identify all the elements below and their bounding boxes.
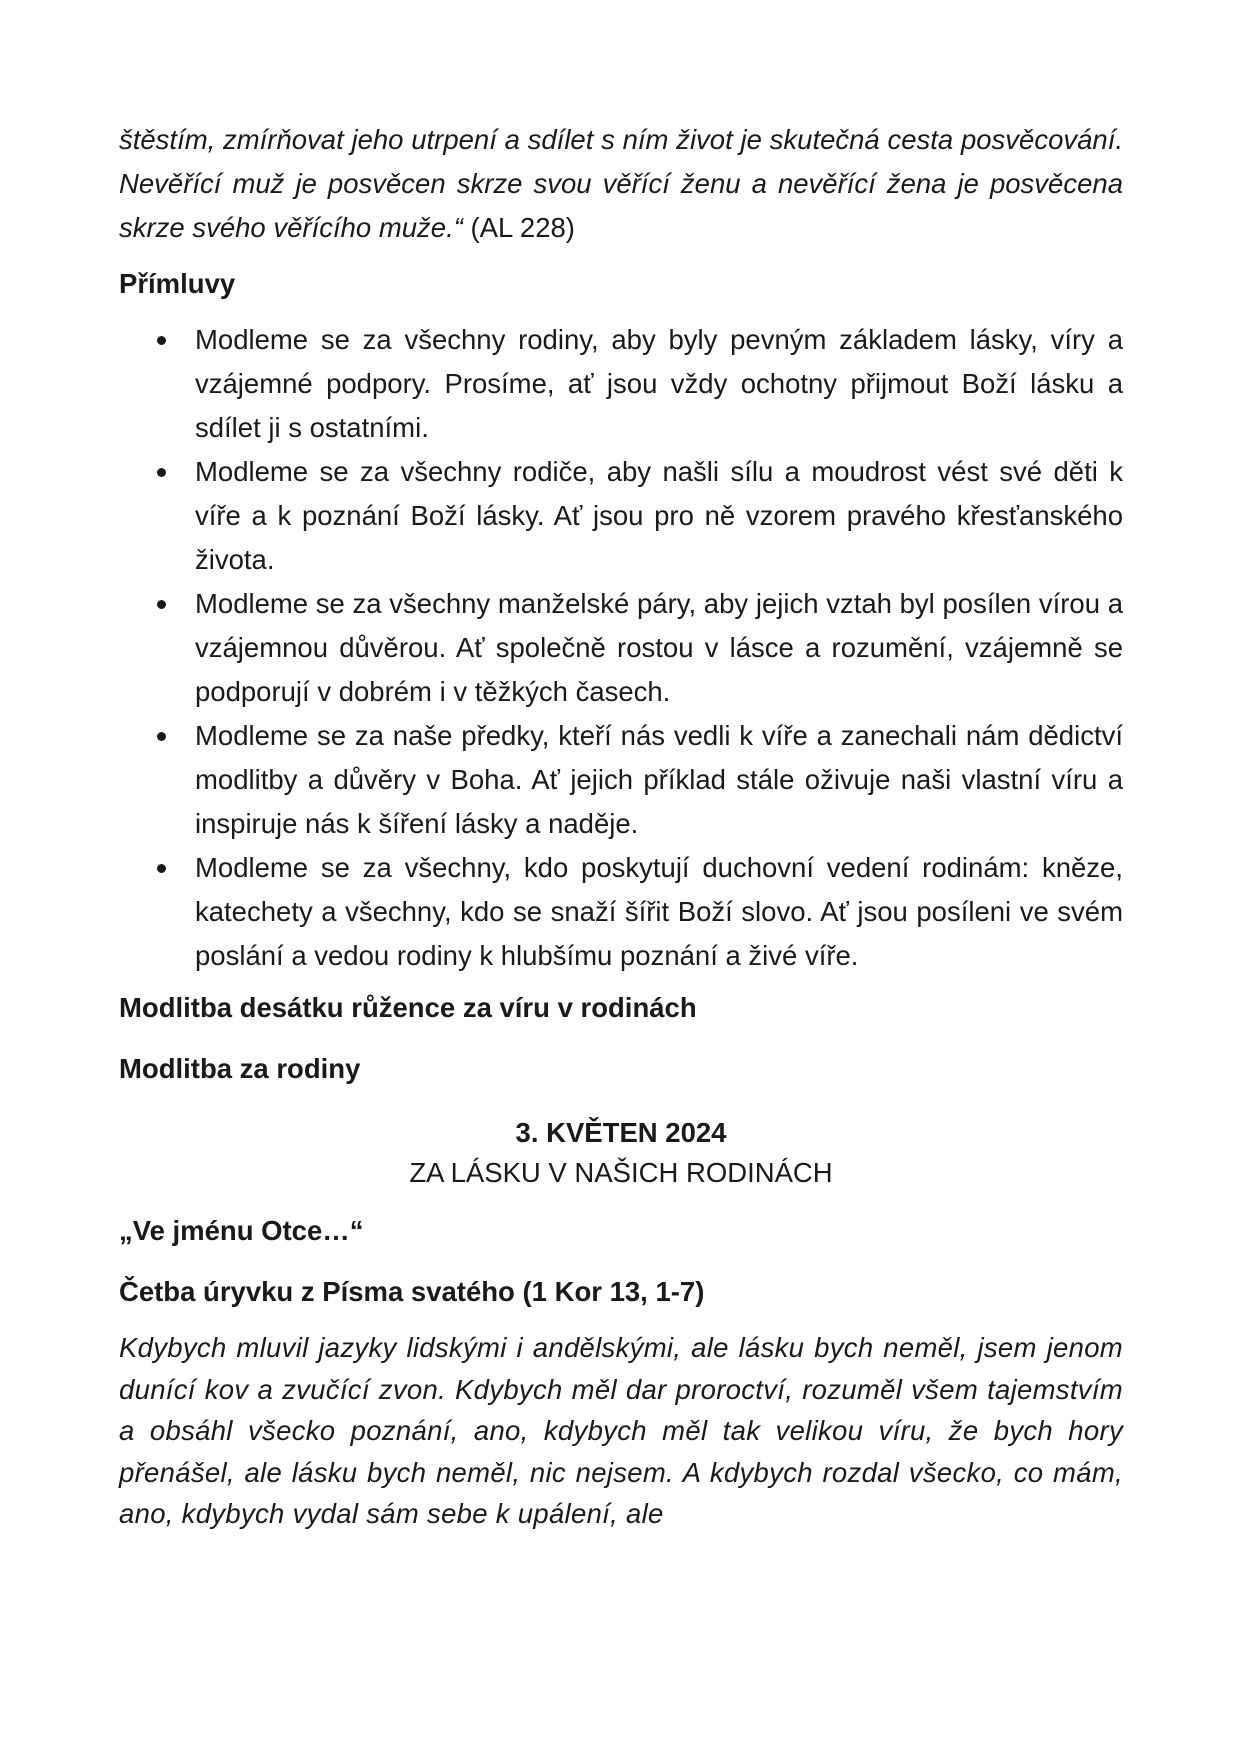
document-page: [119, 118, 1123, 1535]
prayer-item: [119, 318, 1123, 450]
intro-quote-reference: (AL 228): [462, 212, 575, 243]
section-subtitle: ZA LÁSKU V NAŠICH RODINÁCH: [409, 1157, 833, 1188]
prayer-item: [119, 714, 1123, 846]
prayer-text: Modleme se za naše předky, kteří nás vedli k víře a zanechali nám dědictví modlitby a důvěry v Boha. Ať jejich příklad stále oživuje naši vlastní víru a inspiruje nás k šíření lásky a naděje.: [195, 720, 1123, 839]
heading-ve-jmenu-otce: „Ve jménu Otce…“: [119, 1215, 364, 1246]
heading-cetba: Četba úryvku z Písma svatého (1 Kor 13, 1-7): [119, 1276, 705, 1307]
section-title-block: [119, 1113, 1123, 1193]
bullet-icon: [157, 732, 166, 741]
heading-primluvy: Přímluvy: [119, 268, 236, 299]
bullet-icon: [157, 600, 166, 609]
bullet-icon: [157, 864, 166, 873]
heading-desatek: Modlitba desátku růžence za víru v rodinách: [119, 992, 697, 1023]
intro-quote-text: štěstím, zmírňovat jeho utrpení a sdílet s ním život je skutečná cesta posvěcování. Nevěřící muž je posvěcen skrze svou věřící ženu a nevěřící žena je posvěcena skrze svého věřícího muže.“: [119, 124, 1123, 243]
prayer-text: Modleme se za všechny, kdo poskytují duchovní vedení rodinám: kněze, katechety a všechny, kdo se snaží šířit Boží slovo. Ať jsou posíleni ve svém poslání a vedou rodiny k hlubšímu poznání a živé víře.: [195, 852, 1123, 971]
prayers-list: [119, 318, 1123, 978]
section-date: 3. KVĚTEN 2024: [515, 1117, 727, 1148]
heading-modlitba-za-rodiny: Modlitba za rodiny: [119, 1053, 361, 1084]
prayer-item: [119, 582, 1123, 714]
intro-quote-paragraph: [119, 118, 1123, 250]
prayer-text: Modleme se za všechny manželské páry, aby jejich vztah byl posílen vírou a vzájemnou důvěrou. Ať společně rostou v lásce a rozumění, vzájemně se podporují v dobrém i v těžkých časech.: [195, 588, 1123, 707]
scripture-reading: Kdybych mluvil jazyky lidskými i andělskými, ale lásku bych neměl, jsem jenom dunící kov a zvučící zvon. Kdybych měl dar proroctví, rozuměl všem tajemstvím a obsáhl všecko poznání, ano, kdybych měl tak velikou víru, že bych hory přenášel, ale lásku bych neměl, nic nejsem. A kdybych rozdal všecko, co mám, ano, kdybych vydal sám sebe k upálení, ale: [119, 1332, 1123, 1529]
prayer-item: [119, 846, 1123, 978]
bullet-icon: [157, 468, 166, 477]
prayer-text: Modleme se za všechny rodiče, aby našli sílu a moudrost vést své děti k víře a k poznání Boží lásky. Ať jsou pro ně vzorem pravého křesťanského života.: [195, 456, 1123, 575]
prayer-text: Modleme se za všechny rodiny, aby byly pevným základem lásky, víry a vzájemné podpory. Prosíme, ať jsou vždy ochotny přijmout Boží lásku a sdílet ji s ostatními.: [195, 324, 1123, 443]
bullet-icon: [157, 336, 166, 345]
prayer-item: [119, 450, 1123, 582]
